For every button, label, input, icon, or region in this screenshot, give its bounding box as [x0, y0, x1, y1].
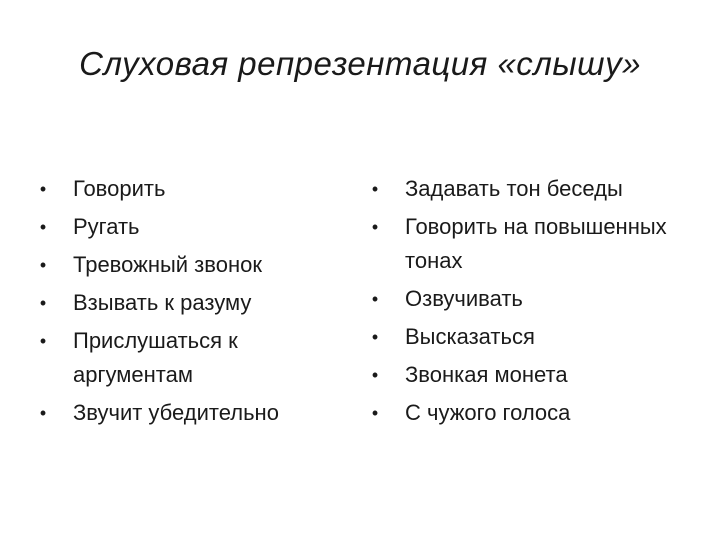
list-item-text: Задавать тон беседы [405, 176, 623, 201]
list-item-text: Прислушаться к аргументам [73, 328, 238, 387]
list-item-text: Ругать [73, 214, 140, 239]
list-item [365, 282, 695, 316]
list-item-text: Звонкая монета [405, 362, 568, 387]
bullet-icon: • [371, 365, 379, 385]
list-item [365, 320, 695, 354]
list-item-text: Говорить [73, 176, 166, 201]
list-item-text: Озвучивать [405, 286, 523, 311]
list-item [33, 210, 333, 244]
bullet-icon: • [39, 217, 47, 237]
list-item-text: С чужого голоса [405, 400, 571, 425]
bullet-icon: • [39, 403, 47, 423]
right-bullet-list [365, 172, 695, 434]
list-item [33, 396, 333, 430]
bullet-icon: • [371, 179, 379, 199]
bullet-icon: • [39, 255, 47, 275]
left-bullet-list [33, 172, 333, 434]
list-item [33, 286, 333, 320]
list-item [365, 172, 695, 206]
list-item [33, 324, 333, 392]
list-item [365, 358, 695, 392]
list-item [33, 248, 333, 282]
bullet-icon: • [371, 403, 379, 423]
bullet-icon: • [371, 327, 379, 347]
list-item-text: Взывать к разуму [73, 290, 252, 315]
bullet-icon: • [39, 179, 47, 199]
list-item-text: Тревожный звонок [73, 252, 262, 277]
list-item-text: Говорить на повышенных тонах [405, 214, 667, 273]
bullet-icon: • [371, 289, 379, 309]
slide-title: Слуховая репрезентация «слышу» [79, 45, 641, 82]
list-item [365, 396, 695, 430]
list-item [365, 210, 695, 278]
list-item-text: Высказаться [405, 324, 535, 349]
bullet-icon: • [39, 331, 47, 351]
bullet-icon: • [371, 217, 379, 237]
list-item [33, 172, 333, 206]
bullet-icon: • [39, 293, 47, 313]
list-item-text: Звучит убедительно [73, 400, 279, 425]
